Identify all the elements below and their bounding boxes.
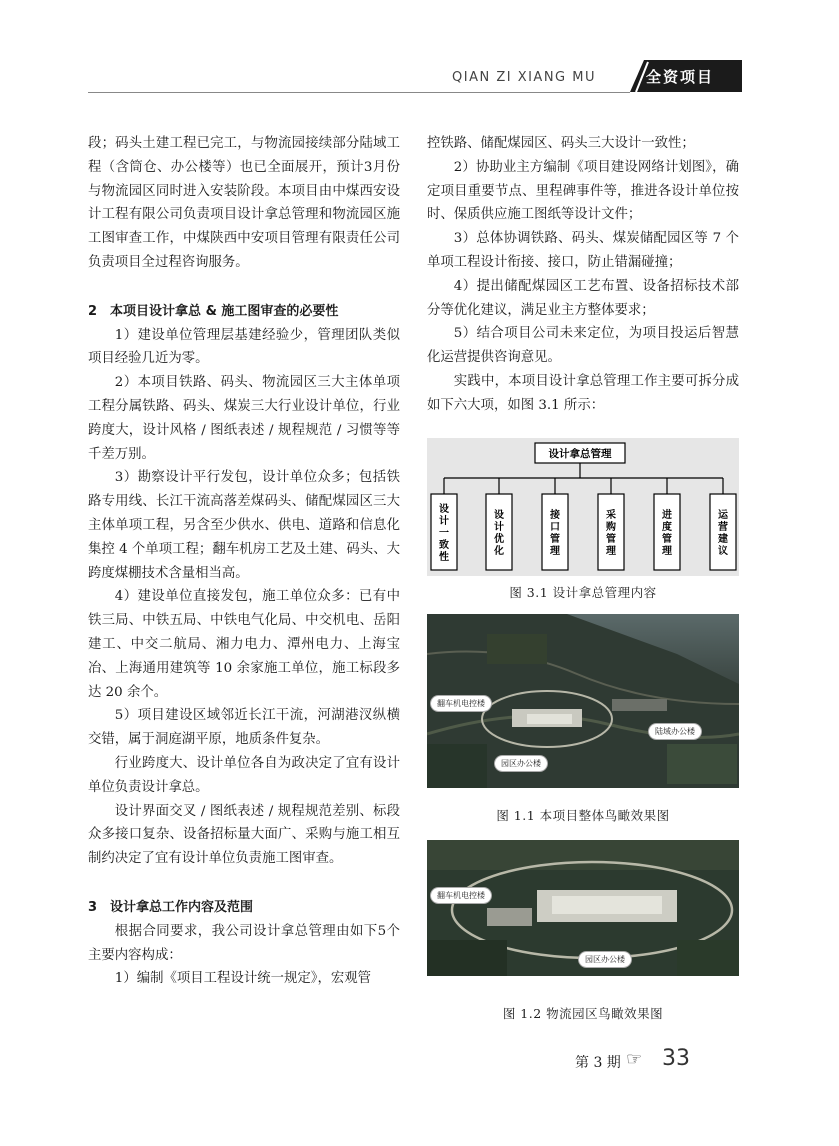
paragraph: 3）总体协调铁路、码头、煤炭储配园区等 7 个单项工程设计衔接、接口，防止错漏碰撞； [427, 231, 739, 270]
callout-label: 园区办公楼 [495, 756, 547, 771]
left-column [88, 132, 400, 991]
diagram-caption: 图 3.1 设计拿总管理内容 [509, 585, 657, 600]
paragraph: 5）项目建设区域邻近长江干流，河湖港汊纵横交错，属于洞庭湖平原，地质条件复杂。 [88, 708, 400, 748]
paragraph: 2）协助业主方编制《项目建设网络计划图》，确定项目重要节点、里程碑事件等，推进各设计单位按时、保质供应施工图纸等设计文件； [427, 159, 739, 223]
paragraph: 4）建设单位直接发包，施工单位众多：已有中铁三局、中铁五局、中铁电气化局、中交机电、岳阳建工、中交二航局、湘力电力、潭州电力、上海宝冶、上海通用建筑等 10 余家施工单位，施工标段多达 20 余个。 [88, 589, 400, 700]
callout-label: 翻车机电控楼 [431, 888, 491, 903]
callout-label: 翻车机电控楼 [431, 696, 491, 711]
header-rule [88, 92, 630, 93]
paragraph: 3）勘察设计平行发包，设计单位众多；包括铁路专用线、长江干流高落差煤码头、储配煤园区三大主体单项工程，另含至少供水、供电、道路和信息化集控 4 个单项工程；翻车机房工艺及土建、码头、大跨度煤棚技术含量相当高。 [88, 470, 400, 581]
paragraph: 行业跨度大、设计单位各自为政决定了宜有设计单位负责设计拿总。 [88, 755, 400, 795]
pointing-hand-icon: ☞ [626, 1049, 643, 1070]
diagram-child-label: 进度管理 [662, 510, 672, 557]
paragraph: 控铁路、储配煤园区、码头三大设计一致性； [427, 136, 695, 151]
paragraph: 2）本项目铁路、码头、物流园区三大主体单项工程分属铁路、码头、煤炭三大行业设计单位，行业跨度大，设计风格 / 图纸表述 / 规程规范 / 习惯等等千差万别。 [88, 375, 400, 462]
section-heading-3: 3 设计拿总工作内容及范围 [88, 899, 254, 915]
callout-label: 陆域办公楼 [649, 724, 701, 739]
section-badge: 全资项目 [646, 68, 715, 86]
right-column [427, 132, 739, 418]
diagram-child-label: 运营建议 [718, 510, 728, 557]
paragraph: 1）编制《项目工程设计统一规定》，宏观管 [114, 971, 372, 987]
paragraph: 5）结合项目公司未来定位，为项目投运后智慧化运营提供咨询意见。 [427, 326, 739, 366]
issue-number: 第 3 期 [575, 1055, 621, 1071]
running-title: QIAN ZI XIANG MU [452, 70, 596, 85]
section-heading-2: 2 本项目设计拿总 & 施工图审查的必要性 [88, 303, 339, 319]
paragraph: 实践中，本项目设计拿总管理工作主要可拆分成如下六大项，如图 3.1 所示： [427, 373, 739, 413]
diagram-child-label: 设计优化 [494, 510, 504, 557]
management-diagram [427, 438, 739, 576]
aerial-photo-1 [427, 614, 739, 788]
paragraph: 1）建设单位管理层基建经验少，管理团队类似项目经验几近为零。 [88, 327, 400, 367]
diagram-child-label: 设计一致性 [439, 504, 449, 563]
paragraph: 4）提出储配煤园区工艺布置、设备招标技术部分等优化建议，满足业主方整体要求； [427, 278, 739, 318]
aerial-photo-2 [427, 840, 739, 976]
paragraph: 设计界面交叉 / 图纸表述 / 规程规范差别、标段众多接口复杂、设备招标量大面广、采购与施工相互制约决定了宜有设计单位负责施工图审查。 [88, 803, 400, 867]
diagram-root-label: 设计拿总管理 [548, 448, 612, 460]
photo2-caption: 图 1.2 物流园区鸟瞰效果图 [502, 1006, 664, 1021]
page-number: 33 [662, 1046, 690, 1071]
photo1-caption: 图 1.1 本项目整体鸟瞰效果图 [496, 808, 670, 823]
diagram-svg [427, 438, 739, 576]
paragraph: 根据合同要求，我公司设计拿总管理由如下5个主要内容构成： [88, 923, 400, 963]
diagram-child-label: 采购管理 [606, 510, 616, 557]
paragraph: 段；码头土建工程已完工，与物流园接续部分陆域工程（含筒仓、办公楼等）也已全面展开，预计3月份与物流园区同时进入安装阶段。本项目由中煤西安设计工程有限公司负责项目设计拿总管理和物流园区施工图审查工作，中煤陕西中安项目管理有限责任公司负责项目全过程咨询服务。 [88, 136, 400, 270]
callout-label: 园区办公楼 [579, 952, 631, 967]
diagram-child-label: 接口管理 [550, 510, 560, 557]
